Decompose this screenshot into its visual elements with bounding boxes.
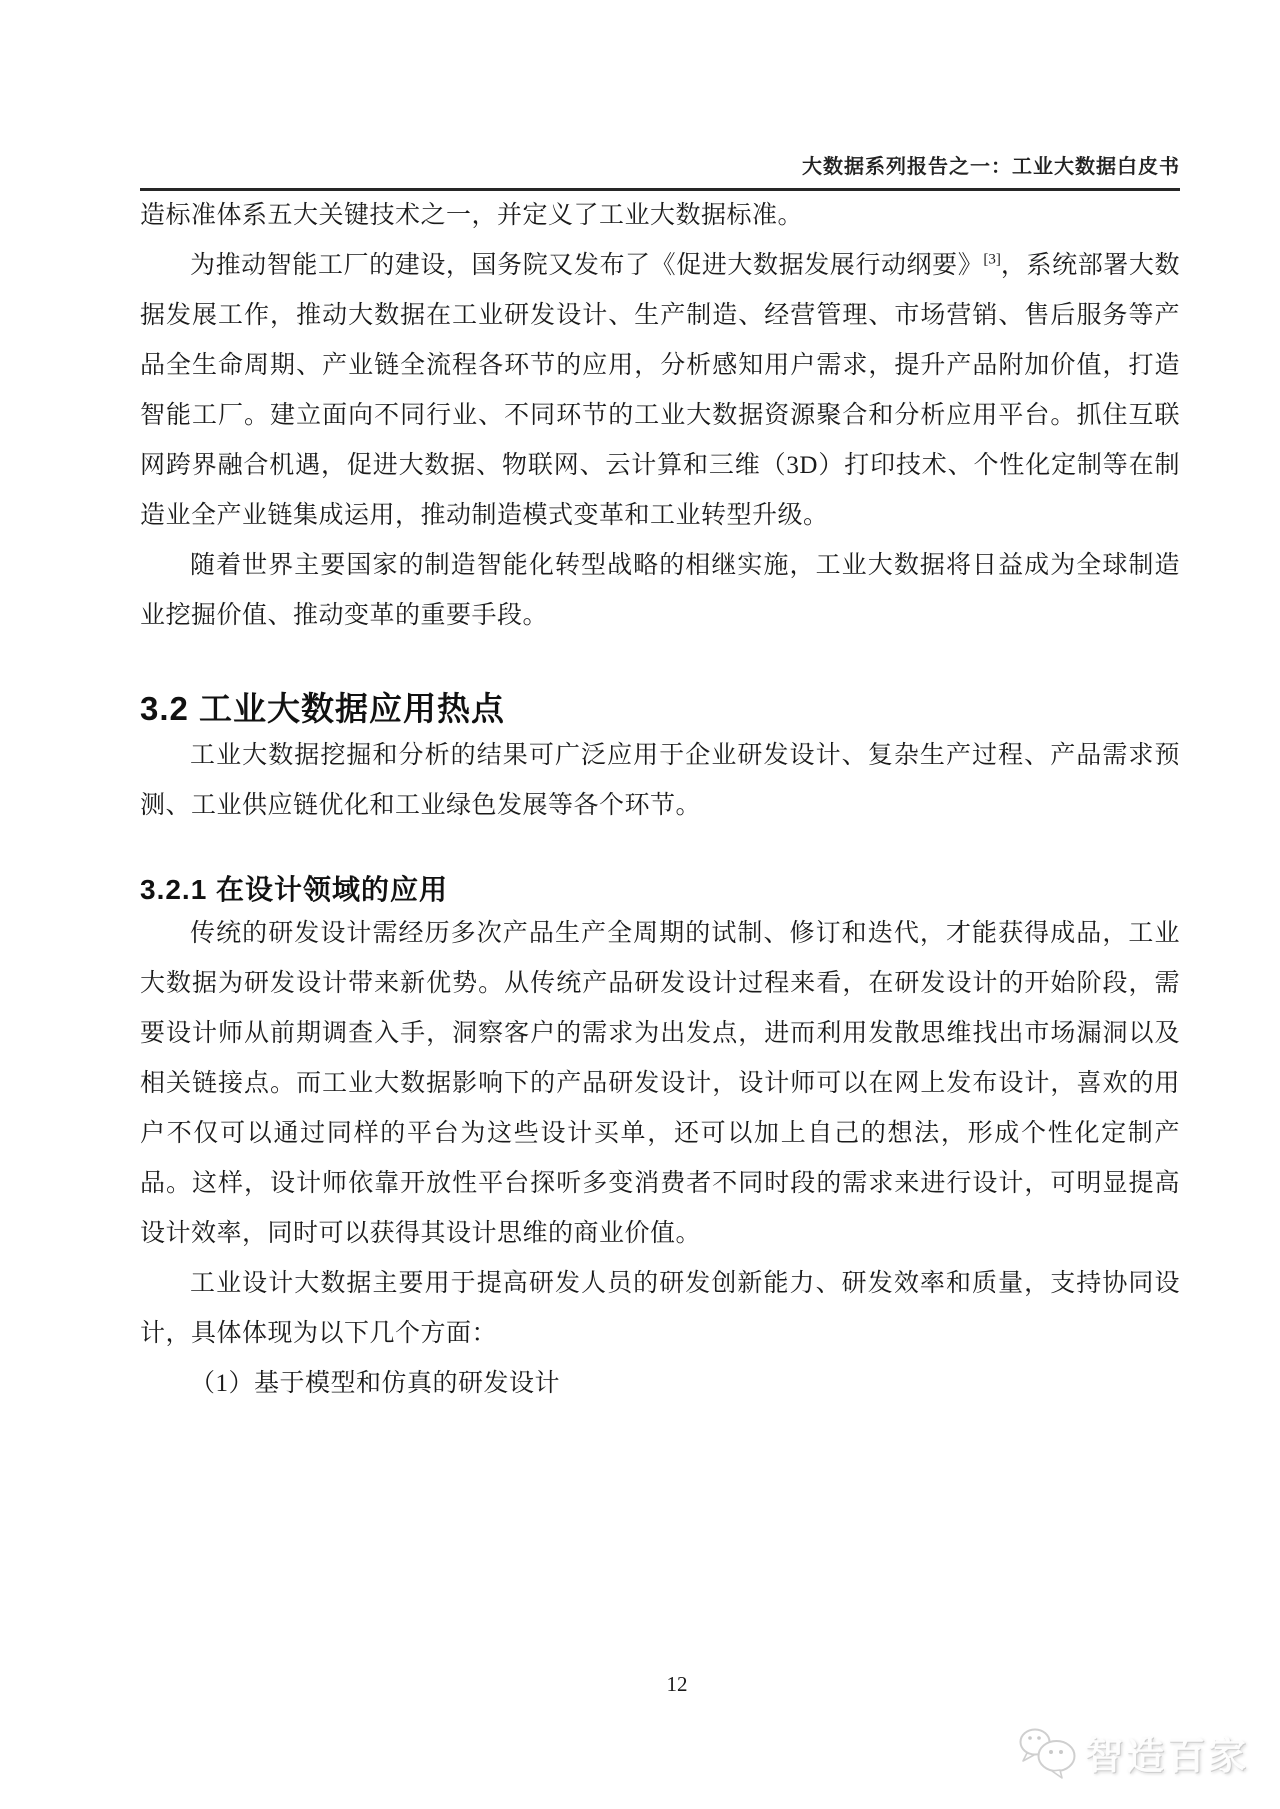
section-heading-3-2-1: 3.2.1 在设计领域的应用 — [140, 874, 449, 905]
running-header-title: 大数据系列报告之一：工业大数据白皮书 — [802, 156, 1180, 178]
watermark — [1018, 1725, 1249, 1780]
watermark-label: 智造百家 — [1084, 1736, 1249, 1778]
list-item-numbered: （1）基于模型和仿真的研发设计 — [190, 1370, 561, 1397]
wechat-bubbles-icon — [1018, 1727, 1078, 1779]
paragraph — [140, 241, 1180, 541]
paragraph: 传统的研发设计需经历多次产品生产全周期的试制、修订和迭代，才能获得成品，工业大数据为研发设计带来新优势。从传统产品研发设计过程来看，在研发设计的开始阶段，需要设计师从前期调查入手，洞察客户的需求为出发点，进而利用发散思维找出市场漏洞以及相关链接点。而工业大数据影响下的产品研发设计，设计师可以在网上发布设计，喜欢的用户不仅可以通过同样的平台为这些设计买单，还可以加上自己的想法，形成个性化定制产品。这样，设计师依靠开放性平台探听多变消费者不同时段的需求来进行设计，可明显提高设计效率，同时可以获得其设计思维的商业价值。 — [140, 920, 1180, 1247]
paragraph: 工业设计大数据主要用于提高研发人员的研发创新能力、研发效率和质量，支持协同设计，具体体现为以下几个方面： — [140, 1270, 1180, 1347]
section-heading-3-2: 3.2 工业大数据应用热点 — [140, 690, 506, 727]
paragraph: 随着世界主要国家的制造智能化转型战略的相继实施，工业大数据将日益成为全球制造业挖掘价值、推动变革的重要手段。 — [140, 552, 1180, 629]
paragraph: 工业大数据挖掘和分析的结果可广泛应用于企业研发设计、复杂生产过程、产品需求预测、工业供应链优化和工业绿色发展等各个环节。 — [140, 742, 1180, 819]
page-number: 12 — [666, 1672, 688, 1696]
running-header — [140, 154, 1180, 180]
paragraph-text: ，系统部署大数据发展工作，推动大数据在工业研发设计、生产制造、经营管理、市场营销、售后服务等产品全生命周期、产业链全流程各环节的应用，分析感知用户需求，提升产品附加价值，打造智能工厂。建立面向不同行业、不同环节的工业大数据资源聚合和分析应用平台。抓住互联网跨界融合机遇，促进大数据、物联网、云计算和三维（3D）打印技术、个性化定制等在制造业全产业链集成运用，推动制造模式变革和工业转型升级。 — [140, 252, 1180, 529]
paragraph-continuation: 造标准体系五大关键技术之一，并定义了工业大数据标准。 — [140, 202, 804, 229]
page-content — [140, 191, 1180, 1409]
paragraph-text: 为推动智能工厂的建设，国务院又发布了《促进大数据发展行动纲要》 — [190, 252, 984, 279]
footnote-ref: [3] — [983, 251, 1001, 268]
